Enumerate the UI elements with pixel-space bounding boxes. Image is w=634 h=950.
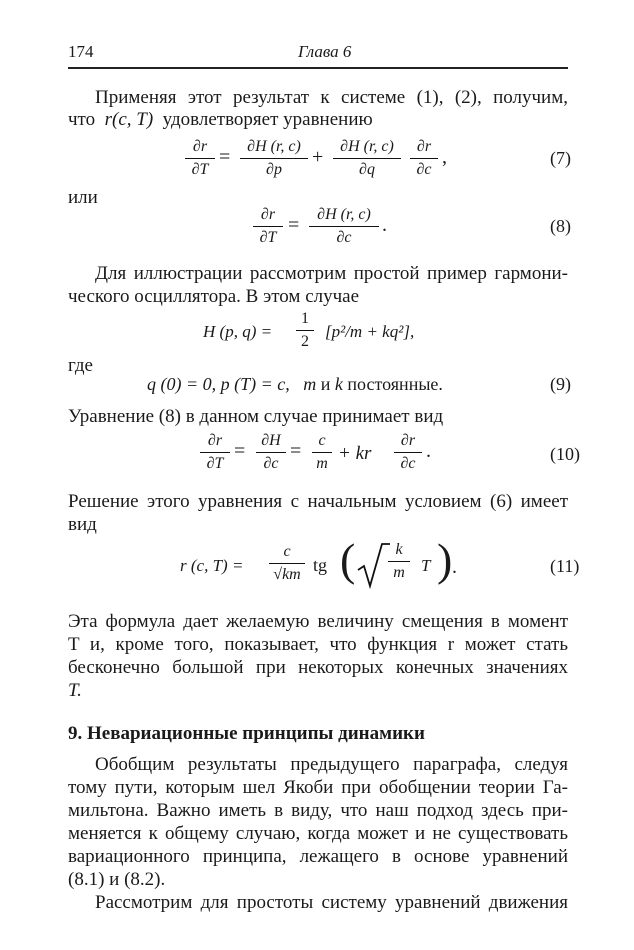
- equation-11-number: (11): [550, 556, 580, 576]
- para5-line2: T и, кроме того, показывает, что функция r может стать: [68, 634, 568, 655]
- left-paren: (: [340, 534, 356, 585]
- para6-line3: мильтона. Важно иметь в виду, что наш подход здесь при-: [68, 800, 568, 821]
- para6-line6: (8.1) и (8.2).: [68, 869, 166, 890]
- page-number: 174: [68, 42, 94, 61]
- chapter-title: Глава 6: [298, 42, 352, 61]
- para1-line1: Применяя этот результат к системе (1), (2), получим,: [95, 87, 568, 108]
- equation-7-number: (7): [550, 148, 571, 168]
- equation-10-number: (10): [550, 444, 580, 464]
- equation-8-number: (8): [550, 216, 571, 236]
- para6-line4: меняется к общему случаю, когда может и не существовать: [68, 823, 568, 844]
- para4-line2: вид: [68, 514, 97, 535]
- word-gde: где: [68, 355, 93, 376]
- para4-line1: Решение этого уравнения с начальным условием (6) имеет: [68, 491, 568, 512]
- equation-9-number: (9): [550, 374, 571, 394]
- section-heading: 9. Невариационные принципы динамики: [68, 723, 425, 744]
- word-ili: или: [68, 187, 98, 208]
- para6-line1: Обобщим результаты предыдущего параграфа, следуя: [95, 754, 568, 775]
- para7-line1: Рассмотрим для простоты систему уравнений движения: [95, 892, 568, 913]
- para5-line4: T.: [68, 680, 82, 701]
- radical-sign: [356, 540, 390, 590]
- para3-line1: Уравнение (8) в данном случае принимает вид: [68, 406, 444, 427]
- right-paren: ): [437, 534, 453, 585]
- para5-line3: бесконечно большой при некоторых конечных значениях: [68, 657, 568, 678]
- header-rule: [68, 67, 568, 69]
- para6-line5: вариационного принципа, лежащего в основе уравнений: [68, 846, 568, 867]
- para2-line2: ческого осциллятора. В этом случае: [68, 286, 360, 307]
- para5-line1: Эта формула дает желаемую величину смещения в момент: [68, 611, 568, 632]
- para2-line1: Для иллюстрации рассмотрим простой пример гармони-: [95, 263, 568, 284]
- para1-line2: что r(c, T) удовлетворяет уравнению: [68, 109, 373, 130]
- para6-line2: тому пути, которым шел Якоби при обобщении теории Га-: [68, 777, 568, 798]
